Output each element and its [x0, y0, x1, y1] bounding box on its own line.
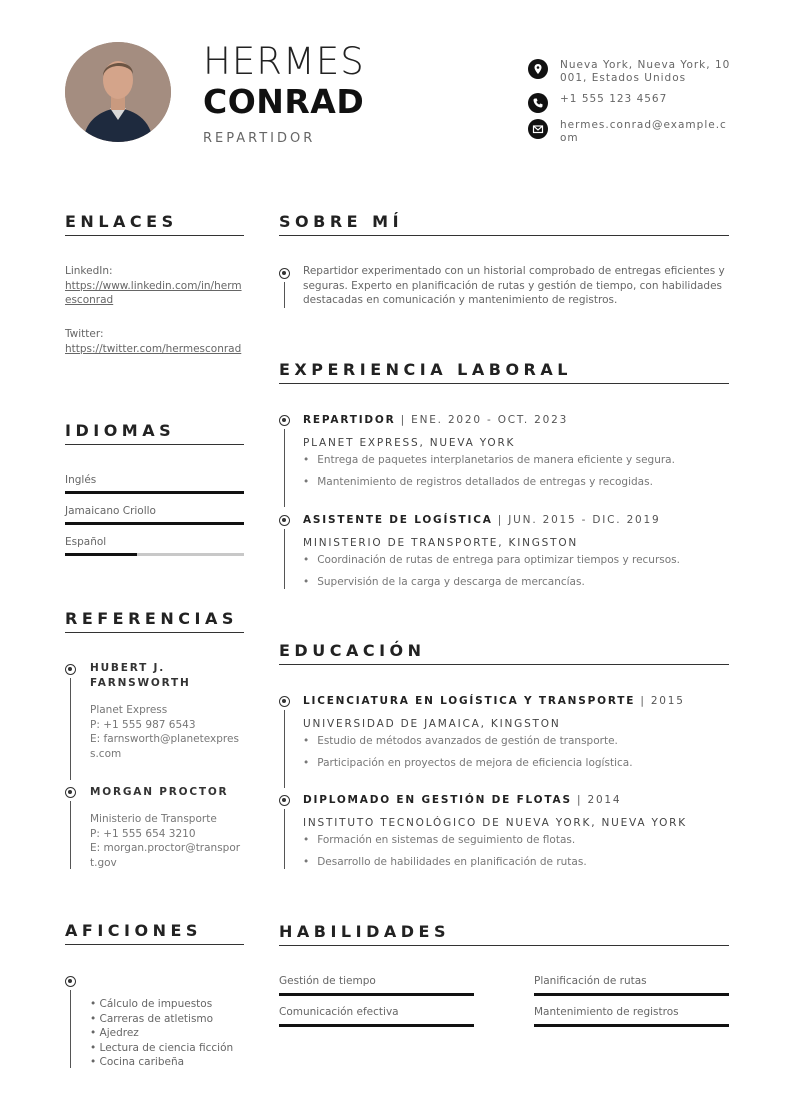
hobby-list [90, 997, 233, 1070]
section-heading-educacion: EDUCACIÓN [279, 641, 426, 660]
job-dates: ENE. 2020 - OCT. 2023 [411, 414, 569, 426]
job-role: ASISTENTE DE LOGÍSTICA | JUN. 2015 - DIC. 2019 [303, 514, 661, 526]
section-heading-referencias: REFERENCIAS [65, 609, 238, 628]
degree-year: 2014 [587, 794, 622, 806]
job-detail-item: • Mantenimiento de registros detallados de entregas y recogidas. [303, 476, 653, 488]
reference-phone: P: +1 555 987 6543 [90, 718, 196, 731]
contact-phone [528, 93, 733, 113]
reference-phone: P: +1 555 654 3210 [90, 827, 196, 840]
last-name: CONRAD [203, 82, 365, 121]
section-rule [279, 945, 729, 946]
reference-email: E: morgan.proctor@transport.gov [90, 842, 241, 869]
language-item [65, 505, 244, 517]
hobby-item: • Cálculo de impuestos [90, 998, 213, 1010]
timeline-line [70, 678, 71, 780]
section-rule [65, 632, 244, 633]
degree-title: LICENCIATURA EN LOGÍSTICA Y TRANSPORTE [303, 695, 636, 707]
first-name: HERMES [203, 40, 365, 83]
about-text: Repartidor experimentado con un historial comprobado de entregas eficientes y seguras. Experto en planificación de rutas y gestión de tiempo, con habilidades destacadas en comunicación y mantenimiento de registros. [303, 265, 725, 306]
job-detail-item: • Coordinación de rutas de entrega para optimizar tiempos y recursos. [303, 554, 680, 566]
reference-email: E: farnsworth@planetexpress.com [90, 733, 239, 760]
job-title: REPARTIDOR [203, 131, 316, 146]
language-item [65, 474, 244, 486]
address-text: Nueva York, Nueva York, 10001, Estados Unidos [560, 59, 731, 84]
link-label: LinkedIn: [65, 265, 113, 277]
reference-company: Ministerio de Transporte [90, 813, 217, 825]
skill-name: Mantenimiento de registros [534, 1006, 679, 1018]
degree-title: DIPLOMADO EN GESTIÓN DE FLOTAS [303, 794, 572, 806]
linkedin-url[interactable]: https://www.linkedin.com/in/hermesconrad [65, 279, 242, 306]
section-heading-sobre-mi: SOBRE MÍ [279, 212, 404, 231]
education-detail-item: • Formación en sistemas de seguimiento de flotas. [303, 834, 575, 846]
profile-photo [65, 42, 171, 142]
section-heading-experiencia: EXPERIENCIA LABORAL [279, 360, 572, 379]
reference-name: MORGAN PROCTOR [90, 786, 229, 798]
hobby-item: • Carreras de atletismo [90, 1012, 214, 1025]
reference-details [90, 703, 245, 761]
skill-name: Comunicación efectiva [279, 1006, 399, 1018]
timeline-dot [279, 268, 290, 279]
person-illustration [65, 42, 171, 142]
language-level-fill [65, 491, 244, 494]
language-name: Jamaicano Criollo [65, 505, 156, 517]
skill-item [534, 1006, 729, 1018]
language-level-fill [65, 522, 244, 525]
degree-year: 2015 [650, 695, 685, 707]
timeline-dot [65, 787, 76, 798]
twitter-url[interactable]: https://twitter.com/hermesconrad [65, 342, 242, 355]
section-rule [65, 444, 244, 445]
timeline-line [70, 801, 71, 869]
link-linkedin [65, 264, 244, 308]
job-detail-item: • Entrega de paquetes interplanetarios de manera eficiente y segura. [303, 454, 675, 466]
skill-name: Gestión de tiempo [279, 975, 376, 987]
timeline-line [70, 990, 71, 1068]
language-name: Español [65, 536, 107, 548]
email-icon [528, 119, 548, 139]
section-heading-habilidades: HABILIDADES [279, 922, 450, 941]
contact-email [528, 119, 733, 145]
timeline-line [284, 282, 285, 308]
job-title-text: ASISTENTE DE LOGÍSTICA [303, 514, 493, 526]
link-label: Twitter: [65, 328, 104, 340]
section-rule [65, 235, 244, 236]
language-level-bar [65, 553, 244, 556]
phone-text: +1 555 123 4567 [560, 93, 668, 105]
language-item [65, 536, 244, 548]
language-level-fill [65, 553, 137, 556]
job-title-text: REPARTIDOR [303, 414, 396, 426]
reference-details [90, 812, 245, 870]
contact-address [528, 59, 733, 85]
skill-item [279, 975, 474, 987]
education-institution: UNIVERSIDAD DE JAMAICA, KINGSTON [303, 718, 561, 730]
reference-name: HUBERT J. FARNSWORTH [90, 662, 191, 689]
hobby-item: • Lectura de ciencia ficción [90, 1041, 234, 1054]
location-pin-icon [528, 59, 548, 79]
section-rule [279, 235, 729, 236]
timeline-dot [65, 976, 76, 987]
section-heading-enlaces: ENLACES [65, 212, 178, 231]
timeline-line [284, 429, 285, 507]
education-detail-item: • Estudio de métodos avanzados de gestión de transporte. [303, 735, 618, 747]
section-heading-aficiones: AFICIONES [65, 921, 202, 940]
timeline-dot [65, 664, 76, 675]
phone-icon [528, 93, 548, 113]
job-organization: MINISTERIO DE TRANSPORTE, KINGSTON [303, 537, 579, 549]
skill-item [279, 1006, 474, 1018]
timeline-dot [279, 515, 290, 526]
skill-bar [279, 993, 474, 996]
job-role: REPARTIDOR | ENE. 2020 - OCT. 2023 [303, 414, 569, 426]
job-detail-item: • Supervisión de la carga y descarga de mercancías. [303, 576, 585, 588]
skill-bar [534, 1024, 729, 1027]
language-level-bar [65, 522, 244, 525]
section-rule [279, 383, 729, 384]
timeline-dot [279, 696, 290, 707]
skill-bar [534, 993, 729, 996]
education-institution: INSTITUTO TECNOLÓGICO DE NUEVA YORK, NUEVA YORK [303, 817, 687, 829]
language-level-bar [65, 491, 244, 494]
skill-item [534, 975, 729, 987]
skill-name: Planificación de rutas [534, 975, 647, 987]
timeline-line [284, 529, 285, 589]
timeline-line [284, 710, 285, 788]
hobby-item: • Ajedrez [90, 1027, 139, 1039]
section-heading-idiomas: IDIOMAS [65, 421, 176, 440]
timeline-line [284, 809, 285, 869]
link-twitter [65, 327, 244, 356]
timeline-dot [279, 795, 290, 806]
education-degree: DIPLOMADO EN GESTIÓN DE FLOTAS | 2014 [303, 794, 622, 806]
language-name: Inglés [65, 474, 97, 486]
job-dates: JUN. 2015 - DIC. 2019 [508, 514, 661, 526]
education-detail-item: • Participación en proyectos de mejora de eficiencia logística. [303, 757, 633, 769]
section-rule [279, 664, 729, 665]
job-organization: PLANET EXPRESS, NUEVA YORK [303, 437, 516, 449]
email-text: hermes.conrad@example.com [560, 119, 727, 144]
skill-bar [279, 1024, 474, 1027]
timeline-dot [279, 415, 290, 426]
hobby-item: • Cocina caribeña [90, 1056, 185, 1068]
education-detail-item: • Desarrollo de habilidades en planificación de rutas. [303, 856, 587, 868]
education-degree: LICENCIATURA EN LOGÍSTICA Y TRANSPORTE | 2015 [303, 695, 685, 707]
reference-company: Planet Express [90, 704, 168, 716]
section-rule [65, 944, 244, 945]
